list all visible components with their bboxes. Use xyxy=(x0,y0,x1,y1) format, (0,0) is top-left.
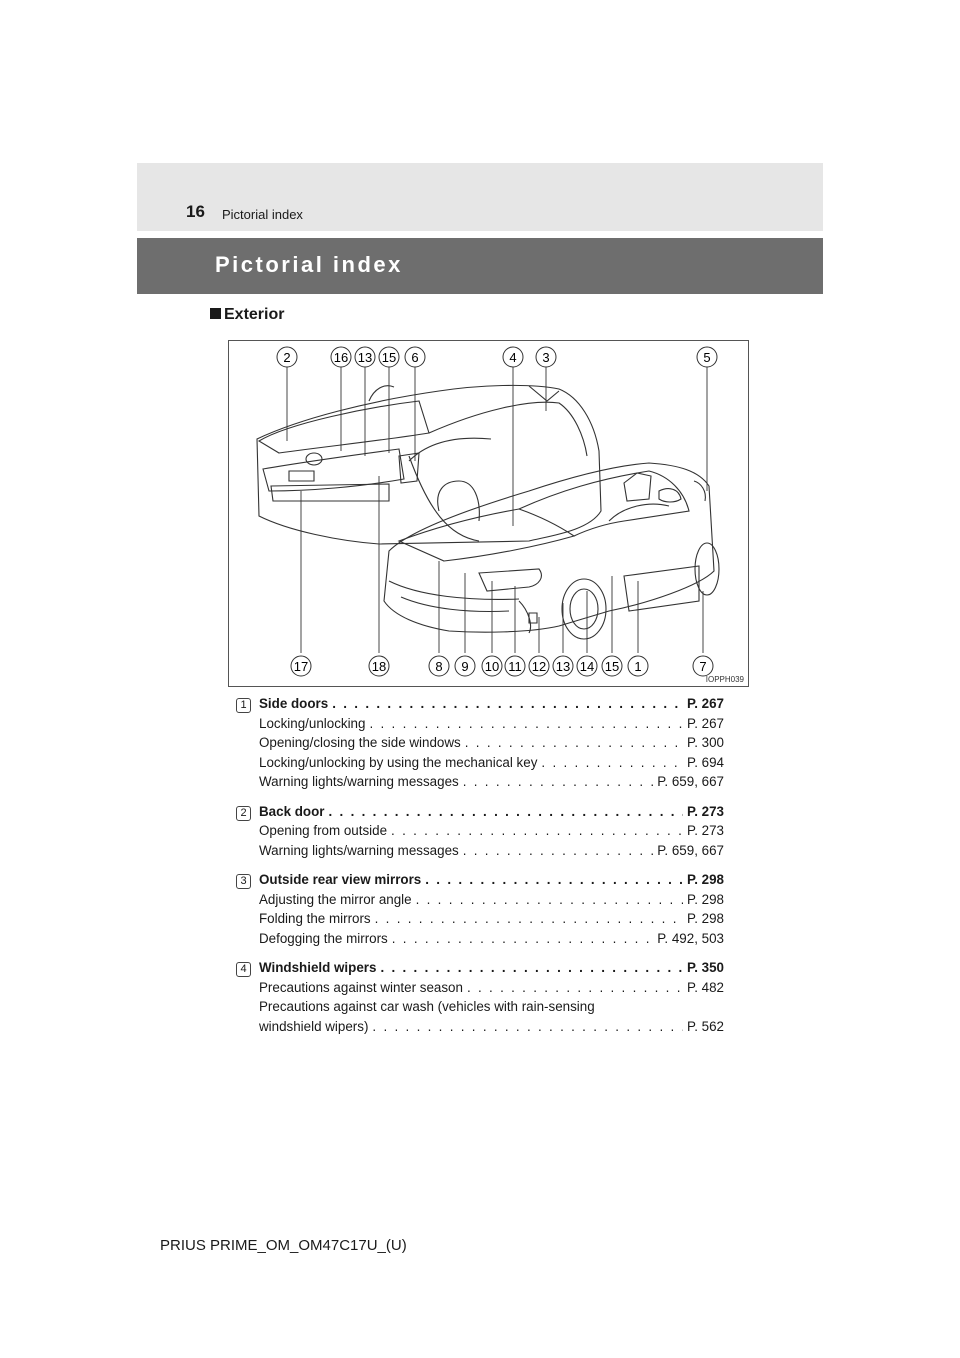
page-reference: P. 298 xyxy=(687,891,724,907)
callout-4 xyxy=(503,347,523,367)
callout-17 xyxy=(291,656,311,676)
entry-label: Outside rear view mirrors xyxy=(259,872,422,887)
svg-text:15: 15 xyxy=(381,350,397,365)
svg-text:10: 10 xyxy=(484,659,500,674)
item-label: Precautions against winter season xyxy=(259,979,463,995)
svg-text:1: 1 xyxy=(634,659,642,674)
svg-text:13: 13 xyxy=(357,350,373,365)
leader-dots xyxy=(416,892,683,907)
entry-label: Back door xyxy=(259,803,325,819)
page-reference: P. 267 xyxy=(687,715,724,731)
svg-text:4: 4 xyxy=(509,350,517,365)
running-title: Pictorial index xyxy=(222,207,303,222)
footer-doc-id: PRIUS PRIME_OM_OM47C17U_(U) xyxy=(160,1237,407,1254)
svg-text:5: 5 xyxy=(703,350,711,365)
item-label: Warning lights/warning messages xyxy=(259,842,459,858)
item-label: Opening from outside xyxy=(259,823,388,838)
entry-number: 3 xyxy=(236,874,251,889)
section-label: Exterior xyxy=(224,306,285,323)
title-bar xyxy=(137,238,823,294)
callout-6 xyxy=(405,347,425,367)
entry-item[interactable] xyxy=(236,755,724,775)
entry-item[interactable] xyxy=(236,843,724,863)
leader-dots xyxy=(425,872,683,887)
callout-16 xyxy=(331,347,351,367)
leader-dots xyxy=(380,960,683,975)
callout-12 xyxy=(529,656,549,676)
entry-item[interactable] xyxy=(236,774,724,794)
entry-heading[interactable] xyxy=(236,960,724,980)
callout-7 xyxy=(693,656,713,676)
item-label: windshield wipers) xyxy=(259,1018,369,1034)
item-label: Locking/unlocking xyxy=(259,715,366,731)
entry-number: 4 xyxy=(236,962,251,977)
item-label: Defogging the mirrors xyxy=(259,930,388,946)
leader-dots xyxy=(328,804,683,819)
svg-text:14: 14 xyxy=(579,659,595,674)
entry-list xyxy=(236,696,724,1048)
entry-item[interactable] xyxy=(236,716,724,736)
leader-dots xyxy=(372,1019,683,1034)
svg-text:16: 16 xyxy=(333,350,349,365)
svg-text:15: 15 xyxy=(604,659,620,674)
entry-back-door xyxy=(236,804,724,863)
entry-item[interactable] xyxy=(236,735,724,755)
page-reference: P. 273 xyxy=(687,803,724,819)
svg-text:17: 17 xyxy=(293,659,309,674)
callout-11 xyxy=(505,656,525,676)
item-label: Locking/unlocking by using the mechanical key xyxy=(259,754,538,770)
svg-text:8: 8 xyxy=(435,659,443,674)
page-reference: P. 298 xyxy=(687,911,724,926)
svg-text:2: 2 xyxy=(283,350,291,365)
entry-outside-mirrors xyxy=(236,872,724,950)
exterior-figure xyxy=(228,340,749,687)
svg-text:12: 12 xyxy=(531,659,547,674)
page-reference: P. 300 xyxy=(687,735,724,750)
car-illustration xyxy=(229,341,750,688)
callout-5 xyxy=(697,347,717,367)
section-heading xyxy=(210,306,284,324)
entry-item[interactable] xyxy=(236,931,724,951)
entry-item[interactable] xyxy=(236,892,724,912)
callout-10 xyxy=(482,656,502,676)
entry-side-doors xyxy=(236,696,724,794)
callout-2 xyxy=(277,347,297,367)
svg-text:9: 9 xyxy=(461,659,469,674)
callout-18 xyxy=(369,656,389,676)
leader-dots xyxy=(463,774,654,789)
page-reference: P. 298 xyxy=(687,872,724,887)
entry-item[interactable] xyxy=(236,823,724,843)
leader-dots xyxy=(467,980,683,995)
page-reference: P. 267 xyxy=(687,696,724,711)
item-label: Folding the mirrors xyxy=(259,911,371,926)
svg-text:11: 11 xyxy=(508,659,522,674)
page-reference: P. 273 xyxy=(687,823,724,838)
leader-dots xyxy=(375,911,683,926)
callout-8 xyxy=(429,656,449,676)
entry-item[interactable] xyxy=(236,980,724,1000)
callout-13b xyxy=(553,656,573,676)
callout-15b xyxy=(602,656,622,676)
figure-code: IOPPH039 xyxy=(705,675,744,684)
callout-15 xyxy=(379,347,399,367)
entry-heading[interactable] xyxy=(236,696,724,716)
leader-dots xyxy=(369,716,683,731)
page-reference: P. 694 xyxy=(687,754,724,770)
leader-dots xyxy=(541,755,683,770)
svg-text:7: 7 xyxy=(699,659,707,674)
page-reference: P. 492, 503 xyxy=(657,930,724,946)
page-reference: P. 659, 667 xyxy=(657,842,724,858)
item-label: Opening/closing the side windows xyxy=(259,735,461,750)
callout-14 xyxy=(577,656,597,676)
svg-text:13: 13 xyxy=(555,659,571,674)
svg-text:18: 18 xyxy=(371,659,387,674)
item-label: Warning lights/warning messages xyxy=(259,774,459,789)
callout-1 xyxy=(628,656,648,676)
page-reference: P. 482 xyxy=(687,979,724,995)
page-title: Pictorial index xyxy=(215,252,403,277)
page-number: 16 xyxy=(186,202,205,221)
item-label: Precautions against car wash (vehicles with rain-sensing xyxy=(259,999,595,1014)
entry-heading[interactable] xyxy=(236,804,724,824)
svg-text:3: 3 xyxy=(542,350,550,365)
entry-item[interactable] xyxy=(236,911,724,931)
leader-dots xyxy=(391,823,683,838)
leader-dots xyxy=(392,931,653,946)
callout-9 xyxy=(455,656,475,676)
leader-dots xyxy=(332,696,683,711)
entry-number: 1 xyxy=(236,698,251,713)
page-reference: P. 562 xyxy=(687,1018,724,1034)
item-label: Adjusting the mirror angle xyxy=(259,891,412,907)
entry-number: 2 xyxy=(236,806,251,821)
page-reference: P. 659, 667 xyxy=(657,774,724,789)
callout-3 xyxy=(536,347,556,367)
entry-windshield-wipers xyxy=(236,960,724,1038)
page-reference: P. 350 xyxy=(687,960,724,975)
entry-item[interactable] xyxy=(236,999,724,1019)
entry-item[interactable] xyxy=(236,1019,724,1039)
leader-dots xyxy=(463,843,654,858)
entry-label: Windshield wipers xyxy=(259,960,377,975)
svg-text:6: 6 xyxy=(411,350,419,365)
entry-heading[interactable] xyxy=(236,872,724,892)
entry-label: Side doors xyxy=(259,696,329,711)
leader-dots xyxy=(465,735,683,750)
bullet-square-icon xyxy=(210,308,221,319)
callout-13 xyxy=(355,347,375,367)
